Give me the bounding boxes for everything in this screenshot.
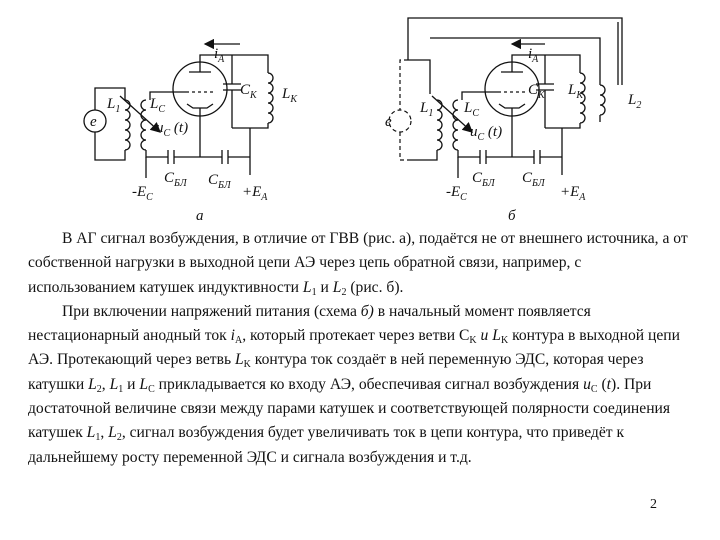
svg-text:L2: $L_2$	[628, 92, 642, 111]
svg-text:-EC: $-E_C$	[132, 184, 153, 203]
label-ea-b: +E	[560, 184, 580, 200]
label-lk-b: L	[568, 82, 577, 98]
coil-l1-b-icon	[437, 100, 442, 150]
svg-text:L1: $L_1$	[420, 100, 434, 119]
label-uc-b: u	[470, 124, 478, 140]
coil-l1-icon	[125, 100, 130, 150]
svg-text:CБЛ: $C_{БЛ}$	[472, 170, 495, 189]
svg-text:LC: $L_C$	[150, 96, 166, 115]
svg-text:iA: $i_A$	[214, 46, 225, 65]
circuit-diagram-a	[84, 44, 298, 224]
svg-text:CK: $C_K$	[528, 82, 545, 101]
svg-text:L1: $L_1$	[107, 96, 121, 115]
coil-l2-icon	[600, 85, 605, 115]
label-ia: i	[214, 46, 219, 62]
label-e-b: e	[385, 114, 392, 130]
circuit-diagram-b	[385, 18, 641, 224]
svg-text:uC (t): $u_C$ (t)	[156, 120, 189, 139]
svg-text:LK: $L_K$	[282, 86, 298, 105]
label-cbl2: C	[208, 172, 219, 188]
coil-lc-icon	[141, 100, 146, 150]
svg-text:iA: $i_A$	[528, 46, 539, 65]
svg-text:LC: $L_C$	[464, 100, 480, 119]
svg-text:+EA: $+E_A$	[560, 184, 586, 203]
label-l1-b: L	[420, 100, 429, 116]
page-number: 2	[650, 497, 657, 512]
svg-text:CБЛ: $C_{БЛ}$	[208, 172, 231, 191]
caption-b: б	[508, 208, 516, 224]
source-e-b-icon	[389, 110, 411, 132]
label-lc-b: L	[464, 100, 473, 116]
label-cbl1-b: C	[472, 170, 483, 186]
circuit-diagrams	[0, 0, 720, 228]
svg-text:+EA: $+E_A$	[242, 184, 268, 203]
svg-text:uC (t): $u_C$ (t)	[470, 124, 503, 143]
label-ck: C	[240, 82, 251, 98]
coil-lc-b-icon	[453, 100, 458, 150]
svg-text:LK: $L_K$	[568, 82, 584, 101]
label-cbl2-b: C	[522, 170, 533, 186]
svg-text:CБЛ: $C_{БЛ}$	[522, 170, 545, 189]
label-ec: -E	[132, 184, 147, 200]
label-ck-b: C	[528, 82, 539, 98]
label-ia-b: i	[528, 46, 533, 62]
label-uc: u	[156, 120, 164, 136]
body-text	[28, 227, 692, 470]
svg-text:CБЛ: $C_{БЛ}$	[164, 170, 187, 189]
label-ec-b: -E	[446, 184, 461, 200]
label-l2-b: L	[628, 92, 637, 108]
label-lc: L	[150, 96, 159, 112]
svg-text:-EC: $-E_C$	[446, 184, 467, 203]
paragraph-2: При включении напряжений питания (схема б) в начальный момент появляется нестационарный анодный ток $i_A$, который протекает через ветви $C_K$ и $L_K$ контура в выходной цепи АЭ. Протекающий через ветвь $L_K$ контура ток создаёт в ней переменную ЭДС, которая через катушки $L_2$, $L_1$ и $L_C$ прикладывается ко входу АЭ, обеспечивая сигнал возбуждения $u_C$ (t). При достаточной величине связи между парами катушек и соответствующей полярности соединения катушек $L_1$, $L_2$, сигнал возбуждения будет увеличивать ток в цепи контура, что приведёт к дальнейшему росту переменной ЭДС и сигнала возбуждения и т.д.	[28, 302, 680, 466]
caption-a: а	[196, 208, 204, 224]
label-ea: +E	[242, 184, 262, 200]
paragraph-1: В АГ сигнал возбуждения, в отличие от ГВВ (рис. а), подаётся не от внешнего источника, а от собственной нагрузки в выходной цепи АЭ через цепь обратной связи, например, с использованием катушек индуктивности $L_1$ и $L_2$ (рис. б).	[28, 230, 688, 298]
label-cbl1: C	[164, 170, 175, 186]
label-e: e	[90, 114, 97, 130]
svg-text:CK: $C_K$	[240, 82, 257, 101]
coil-lk-icon	[268, 73, 273, 123]
label-lk: L	[282, 86, 291, 102]
label-l1: L	[107, 96, 116, 112]
